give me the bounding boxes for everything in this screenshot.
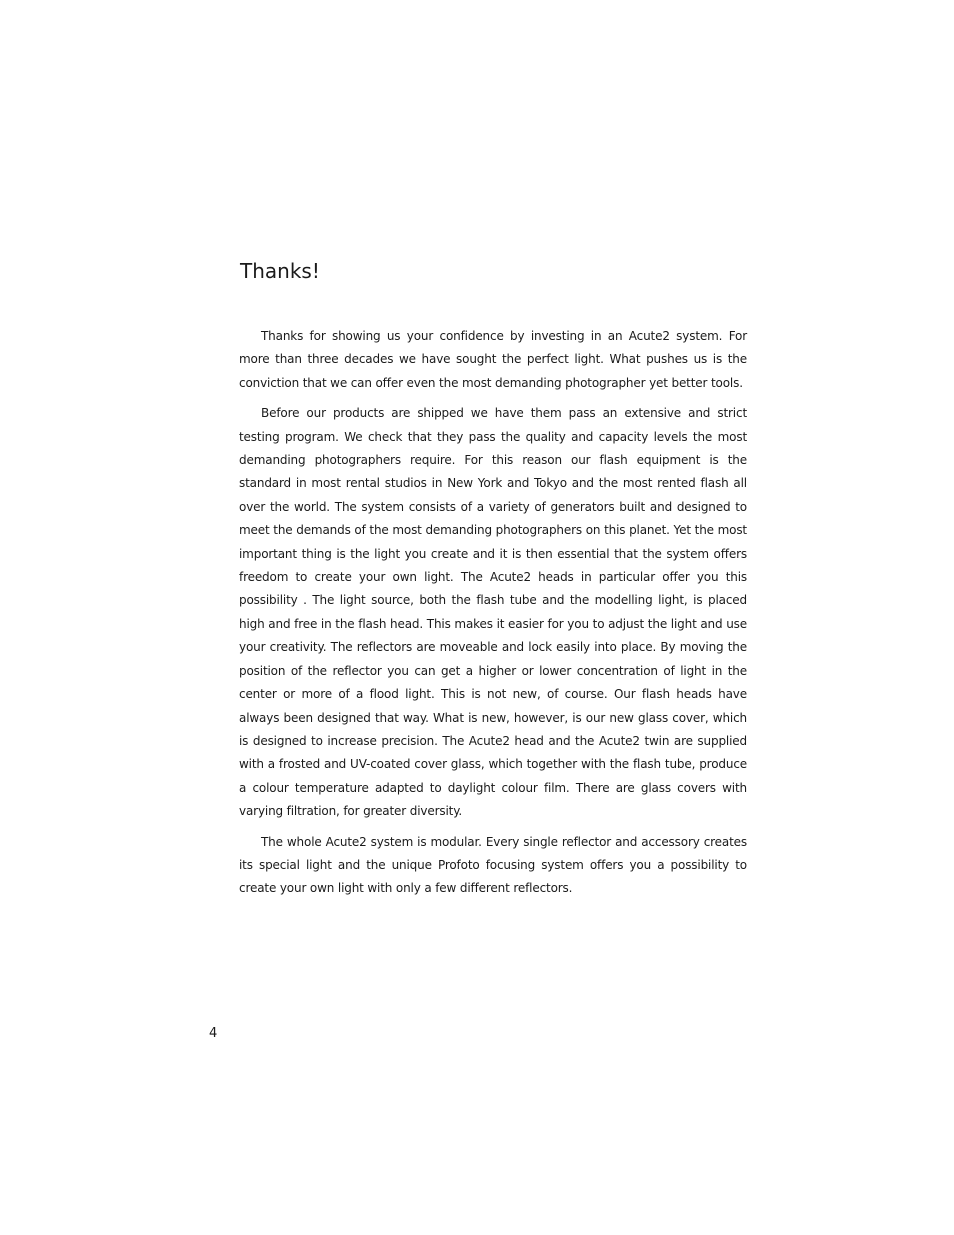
page-number: 4 <box>209 1026 218 1041</box>
paragraph-intro: Thanks for showing us your confidence by investing in an Acute2 system. For more than three decades we have sought the perfect light. What pushes us is the conviction that we can offer even the most demanding photographer yet better tools. <box>239 329 747 390</box>
paragraph-modular: The whole Acute2 system is modular. Every single reflector and accessory creates its special light and the unique Profoto focusing system offers you a possibility to create your own light with only a few different reflectors. <box>239 834 747 896</box>
body-text <box>239 325 747 908</box>
paragraph-testing: Before our products are shipped we have them pass an extensive and strict testing program. We check that they pass the quality and capacity levels the most demanding photographers require. For this reason our flash equipment is the standard in most rental studios in New York and Tokyo and the most rented flash all over the world. The system consists of a variety of generators built and designed to meet the demands of the most demanding photographers on this planet. Yet the most important thing is the light you create and it is then essential that the system offers freedom to create your own light. The Acute2 heads in particular offer you this possibility . The light source, both the flash tube and the modelling light, is placed high and free in the flash head. This makes it easier for you to adjust the light and use your creativity. The reflectors are moveable and lock easily into place. By moving the position of the reflector you can get a higher or lower concentration of light in the center or more of a flood light. This is not new, of course. Our flash heads have always been designed that way. What is new, however, is our new glass cover, which is designed to increase precision. The Acute2 head and the Acute2 twin are supplied with a frosted and UV-coated cover glass, which together with the flash tube, produce a colour temperature adapted to daylight colour film. There are glass covers with varying filtration, for greater diversity. <box>239 406 747 819</box>
page-title: Thanks! <box>240 259 320 283</box>
